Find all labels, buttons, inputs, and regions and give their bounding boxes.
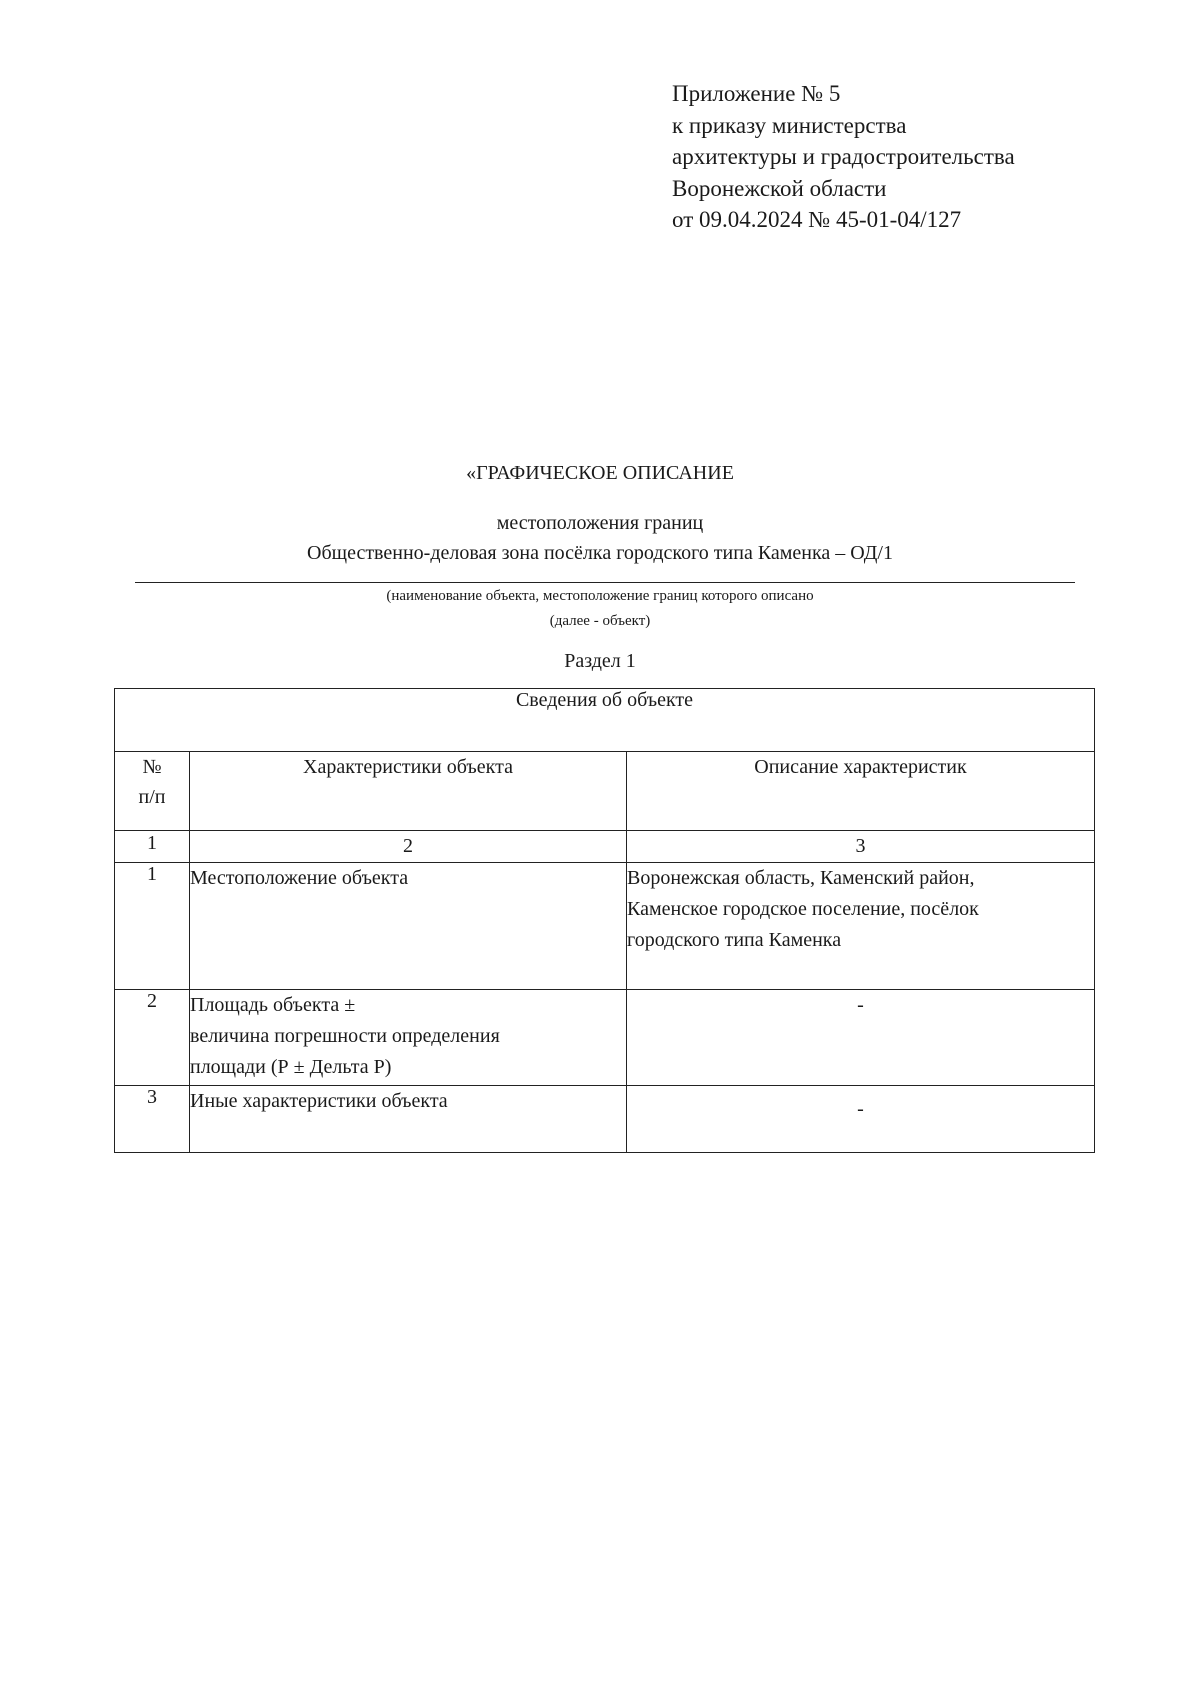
table-row <box>115 990 1095 1086</box>
header-characteristics: Характеристики объекта <box>190 752 627 831</box>
characteristic-line: Иные характеристики объекта <box>190 1090 448 1112</box>
column-number: 1 <box>115 831 190 863</box>
underline-rule <box>135 582 1075 583</box>
document-subtitle: местоположения границ <box>496 512 704 534</box>
description-line: городского типа Каменка <box>627 929 842 951</box>
row-number: 2 <box>115 990 190 1086</box>
section-heading: Раздел 1 <box>564 650 636 672</box>
appendix-line: архитектуры и градостроительства <box>672 144 1015 169</box>
row-description <box>627 863 1095 990</box>
header-number-symbol: № <box>142 756 162 778</box>
appendix-block <box>672 78 1015 236</box>
header-description: Описание характеристик <box>627 752 1095 831</box>
row-number: 3 <box>115 1086 190 1153</box>
appendix-line: к приказу министерства <box>672 112 907 138</box>
table-caption: Сведения об объекте <box>115 689 1095 752</box>
header-number <box>115 752 190 831</box>
appendix-line: Воронежской области <box>672 175 887 201</box>
row-description: - <box>627 1086 1095 1153</box>
table-row <box>115 1086 1095 1153</box>
object-name-hint: (наименование объекта, местоположение границ которого описано <box>386 588 814 604</box>
description-line: Каменское городское поселение, посёлок <box>627 898 979 920</box>
appendix-line: Приложение № 5 <box>672 81 841 106</box>
row-characteristic <box>190 1086 627 1153</box>
row-characteristic <box>190 863 627 990</box>
row-characteristic <box>190 990 627 1086</box>
column-number: 2 <box>190 831 627 863</box>
row-number: 1 <box>115 863 190 990</box>
object-info-table <box>114 688 1095 1153</box>
characteristic-line: Площадь объекта ± <box>190 994 356 1016</box>
object-name: Общественно-деловая зона посёлка городского типа Каменка – ОД/1 <box>307 542 893 564</box>
header-number-abbr: п/п <box>138 786 166 808</box>
table-caption-row <box>115 689 1095 752</box>
characteristic-line: Местоположение объекта <box>190 867 409 889</box>
table-header-row <box>115 752 1095 831</box>
table-row <box>115 863 1095 990</box>
column-number: 3 <box>627 831 1095 863</box>
description-line: Воронежская область, Каменский район, <box>627 867 975 889</box>
column-number-row <box>115 831 1095 863</box>
row-description: - <box>627 990 1095 1086</box>
characteristic-line: площади (Р ± Дельта Р) <box>190 1056 392 1078</box>
document-title: «ГРАФИЧЕСКОЕ ОПИСАНИЕ <box>466 462 734 484</box>
characteristic-line: величина погрешности определения <box>190 1025 500 1047</box>
object-name-hint-continued: (далее - объект) <box>549 613 651 629</box>
appendix-line: от 09.04.2024 № 45-01-04/127 <box>672 207 962 232</box>
